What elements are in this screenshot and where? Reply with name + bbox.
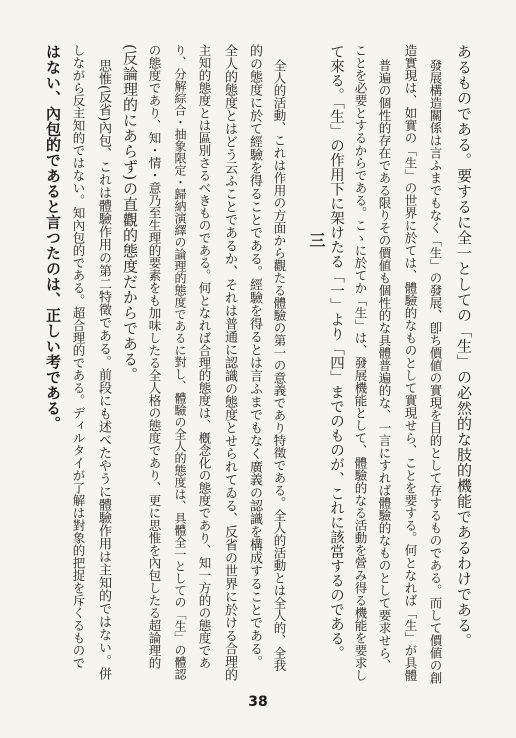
text-column: はない、內包的であると言つたのは、正しい考である。 bbox=[44, 44, 62, 432]
text-column: 主知的態度とは區別さるべきものである。何となれば合理的態度は、槪念化の態度であり、知一方的の態度であ bbox=[197, 44, 212, 669]
text-column: り、分解綜合・抽象限定・歸納演繹の論理的態度であるに對し、體驗の全人的態度は、具體全一としての「生」の體認 bbox=[173, 44, 187, 680]
section-number: 三 bbox=[307, 232, 326, 248]
text-column: ことを必要とするからである。こゝに於てか「生」は、發展機能として、體驗的なる活動を營み得る機能を要求し bbox=[353, 44, 368, 682]
text-column: 發展構造關係は言ふまでもなく「生」の發展、卽ち價値の實現を目的として存するものである。而して價値の創 bbox=[428, 59, 443, 684]
text-column: (反論理的にあらず)の直觀的態度だからである。 bbox=[121, 44, 139, 383]
text-column: しながら反主知的ではない。知內包的である。超合理的である。ディルタイが了解は對象的把捉を斥くるもので bbox=[71, 44, 86, 669]
text-column: の態度であり、知・情・意乃至生理的要素をも加味したる全人格の態度であり、更に思惟を內包したる超論理的 bbox=[147, 44, 162, 669]
text-column: 全人的態度とはどう云ふことであるか、それは普通に認識の態度とせられてゐる、反省の世界に於ける合理的 bbox=[222, 44, 237, 681]
text-column: 思惟(反省)內包、これは體驗作用の第二特徵である。前段にも述べたやうに體驗作用は主知的ではない。併 bbox=[96, 59, 111, 681]
text-column: あるものである。要するに全一としての「生」の必然的な肢的機能であるわけである。 bbox=[455, 44, 473, 649]
text-column: 普遍の個性的存在である限りその價値も個性的な具體普遍的な、一言にすれば體驗的なものとして要求せら、 bbox=[377, 59, 392, 672]
text-column: 全人的活動、これは作用の方面から觀たる體驗の第一の意義であり特徵である。全人的活動とは全人的、全我 bbox=[272, 59, 287, 672]
text-column: 的の態度に於て經驗を得ることである。經驗を得るとは言ふまでもなく廣義の認識を構成することである。 bbox=[247, 44, 262, 668]
page-number: 38 bbox=[248, 694, 268, 710]
text-column: て來る。「生」の作用下に架けたる「一」より「四」までのものが、これに該當するのである。 bbox=[328, 44, 344, 661]
text-column: 造實現は、如實の「生」の世界に於ては、體驗的なものとして實現せら、ことを要する。何となれば「生」が具體 bbox=[403, 44, 418, 682]
